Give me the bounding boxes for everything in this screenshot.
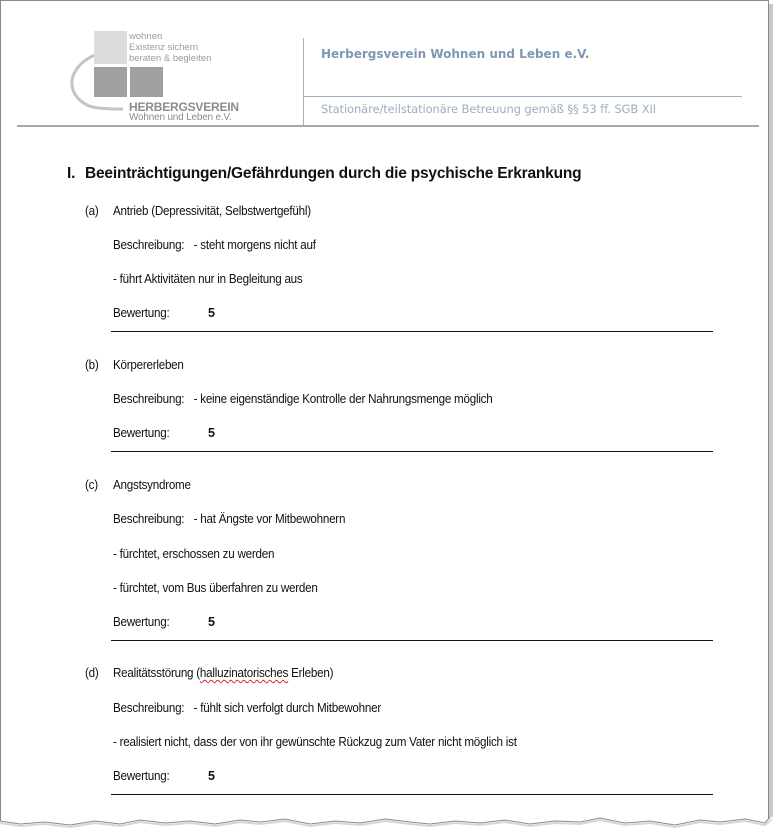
page-shadow: [769, 4, 773, 836]
item-title: [113, 666, 333, 680]
section-title: Beeinträchtigungen/Gefährdungen durch die psychische Erkrankung: [85, 165, 582, 182]
rating-value: 5: [208, 615, 215, 629]
rating-label: Bewertung:: [113, 306, 170, 320]
rating-value: 5: [208, 426, 215, 440]
rating-label: Bewertung:: [113, 769, 170, 783]
rating-label: Bewertung:: [113, 615, 170, 629]
description-text: - führt Aktivitäten nur in Begleitung aus: [113, 272, 303, 286]
logo-square-dark: [94, 67, 127, 97]
description-row: [113, 238, 316, 252]
logo-brand-sub: Wohnen und Leben e.V.: [129, 112, 232, 123]
section-heading: [67, 165, 581, 183]
description-label: Beschreibung:: [113, 701, 185, 715]
description-text: - hat Ängste vor Mitbewohnern: [193, 512, 346, 526]
item-title: Körpererleben: [113, 358, 184, 372]
rating-label: Bewertung:: [113, 426, 170, 440]
description-text: - fürchtet, vom Bus überfahren zu werden: [113, 581, 318, 595]
header-vertical-divider: [303, 38, 304, 126]
description-label: Beschreibung:: [113, 512, 185, 526]
logo-brand: HERBERGSVEREIN: [129, 100, 239, 114]
logo-tagline: beraten & begleiten: [129, 53, 212, 64]
item-letter: (c): [85, 478, 98, 492]
item-separator: [111, 640, 713, 641]
description-label: Beschreibung:: [113, 392, 185, 406]
logo-tagline: Existenz sichern: [129, 42, 199, 53]
logo-tagline: wohnen: [129, 31, 163, 42]
description-row: [113, 512, 345, 526]
item-separator: [111, 794, 713, 795]
rating-value: 5: [208, 306, 215, 320]
torn-edge-icon: [0, 812, 776, 836]
item-separator: [111, 331, 713, 332]
description-row: [113, 392, 492, 406]
item-title: Antrieb (Depressivität, Selbstwertgefühl): [113, 204, 311, 218]
description-label: Beschreibung:: [113, 238, 185, 252]
description-row: [113, 701, 381, 715]
spellcheck-word[interactable]: halluzinatorisches: [199, 666, 289, 680]
description-text: - fürchtet, erschossen zu werden: [113, 547, 275, 561]
logo-square-light: [94, 31, 127, 64]
item-title-start: Realitätsstörung (: [113, 666, 200, 680]
item-letter: (a): [85, 204, 99, 218]
header-horizontal-divider: [304, 96, 742, 97]
logo-square-dark: [130, 67, 163, 97]
description-text: - steht morgens nicht auf: [193, 238, 316, 252]
logo: [63, 29, 263, 125]
section-number: I.: [67, 165, 76, 182]
description-text: - realisiert nicht, dass der von ihr gewünschte Rückzug zum Vater nicht möglich ist: [113, 735, 517, 749]
header-rule: [17, 125, 759, 127]
description-text: - fühlt sich verfolgt durch Mitbewohner: [193, 701, 381, 715]
rating-value: 5: [208, 769, 215, 783]
document-subtitle: Stationäre/teilstationäre Betreuung gemäß §§ 53 ff. SGB XII: [321, 102, 657, 116]
description-text: - keine eigenständige Kontrolle der Nahrungsmenge möglich: [193, 392, 493, 406]
item-letter: (b): [85, 358, 99, 372]
item-title: Angstsyndrome: [113, 478, 191, 492]
item-letter: (d): [85, 666, 99, 680]
item-separator: [111, 451, 713, 452]
organization-title: Herbergsverein Wohnen und Leben e.V.: [321, 47, 590, 61]
item-title-end: Erleben): [288, 666, 334, 680]
